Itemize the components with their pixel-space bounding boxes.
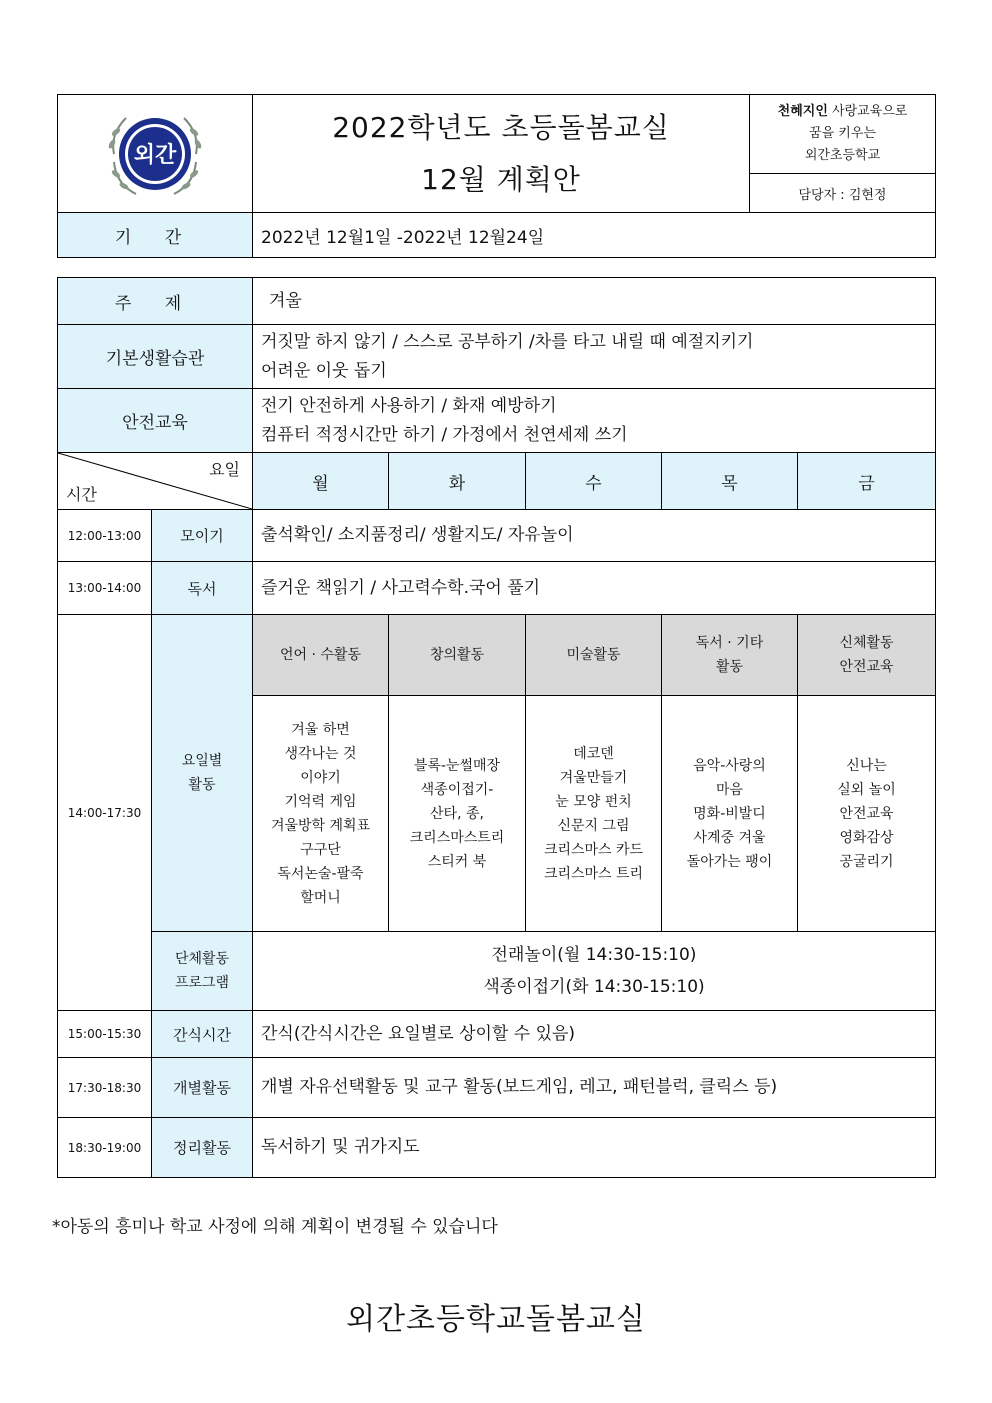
program-line: 독서논술-팔죽 — [277, 865, 364, 882]
category-thu — [662, 615, 798, 696]
content-r6: 독서하기 및 귀가지도 — [253, 1118, 936, 1178]
change-note: *아동의 흥미나 학교 사정에 의해 계획이 변경될 수 있습니다 — [52, 1217, 498, 1237]
group-label — [152, 932, 253, 1011]
habits-line-1: 거짓말 하지 않기 / 스스로 공부하기 /차를 타고 내릴 때 예절지키기 — [261, 331, 754, 352]
program-thu — [662, 696, 798, 932]
corner-header — [58, 453, 253, 510]
program-line: 산타, 종, — [430, 805, 484, 822]
day-mon: 월 — [253, 453, 389, 510]
content-r1: 출석확인/ 소지품정리/ 생활지도/ 자유놀이 — [253, 510, 936, 562]
group-label-line-1: 단체활동 — [174, 951, 230, 967]
program-line: 블록-눈썰매장 — [413, 757, 501, 774]
category-mon — [253, 615, 389, 696]
title-cell — [253, 95, 750, 213]
corner-time-label: 시간 — [66, 485, 97, 504]
safety-value — [253, 389, 936, 453]
label-r5: 개별활동 — [152, 1058, 253, 1118]
label-r4: 간식시간 — [152, 1011, 253, 1058]
safety-line-2: 컴퓨터 적정시간만 하기 / 가정에서 천연세제 쓰기 — [261, 424, 628, 445]
category-fri-line-2: 안전교육 — [839, 659, 894, 675]
day-fri: 금 — [798, 453, 936, 510]
category-fri-line-1: 신체활동 — [839, 635, 894, 651]
program-line: 크리스마스 트리 — [543, 865, 644, 882]
program-line: 할머니 — [300, 889, 341, 906]
program-line: 영화감상 — [839, 829, 894, 846]
label-r2: 독서 — [152, 562, 253, 615]
program-wed — [526, 696, 662, 932]
motto-line-2: 꿈을 키우는 — [809, 126, 876, 141]
day-wed: 수 — [526, 453, 662, 510]
habits-value — [253, 325, 936, 389]
habits-line-2: 어려운 이웃 돕기 — [261, 360, 387, 381]
program-line: 돌아가는 팽이 — [686, 853, 773, 870]
theme-value: 겨울 — [253, 278, 936, 325]
program-line: 크리스마스트리 — [409, 829, 505, 846]
program-tue — [389, 696, 526, 932]
group-line-1: 전래놀이(월 14:30-15:10) — [491, 945, 697, 965]
program-line: 실외 놀이 — [837, 781, 896, 798]
program-line: 명화-비발디 — [693, 805, 766, 822]
logo-text: 외간 — [133, 142, 177, 168]
category-thu-line-2: 활동 — [715, 659, 744, 675]
manager-cell: 담당자 : 김현정 — [750, 174, 936, 213]
habits-label: 기본생활습관 — [58, 325, 253, 389]
title-line-1: 2022학년도 초등돌봄교실 — [332, 110, 670, 144]
program-line: 안전교육 — [839, 805, 894, 822]
label-r6: 정리활동 — [152, 1118, 253, 1178]
category-wed-line-1: 미술활동 — [566, 647, 621, 663]
content-r5: 개별 자유선택활동 및 교구 활동(보드게임, 레고, 패턴블럭, 클릭스 등) — [253, 1058, 936, 1118]
period-label: 기 간 — [58, 213, 253, 258]
label-r3 — [152, 615, 253, 932]
program-line: 생각나는 것 — [284, 745, 357, 762]
category-fri — [798, 615, 936, 696]
program-line: 구구단 — [300, 841, 341, 858]
header-table — [57, 94, 936, 258]
label-r1: 모이기 — [152, 510, 253, 562]
group-line-2: 색종이접기(화 14:30-15:10) — [483, 977, 705, 997]
program-line: 겨울만들기 — [559, 769, 628, 786]
program-line: 눈 모양 펀치 — [555, 793, 632, 810]
title-line-2: 12월 계획안 — [421, 162, 581, 196]
program-line: 겨울방학 계획표 — [270, 817, 371, 834]
motto-cell — [750, 95, 936, 174]
program-line: 신나는 — [846, 757, 887, 774]
motto-line-3: 외간초등학교 — [804, 148, 881, 163]
program-line: 겨울 하면 — [291, 721, 350, 738]
program-mon — [253, 696, 389, 932]
time-r5: 17:30-18:30 — [58, 1058, 152, 1118]
corner-day-label: 요일 — [209, 460, 240, 479]
school-logo-cell — [58, 95, 253, 213]
time-r3: 14:00-17:30 — [58, 615, 152, 1011]
motto-bold: 천혜지인 — [777, 104, 828, 119]
program-line: 색종이접기- — [420, 781, 494, 798]
safety-label: 안전교육 — [58, 389, 253, 453]
content-r4: 간식(간식시간은 요일별로 상이할 수 있음) — [253, 1011, 936, 1058]
program-fri — [798, 696, 936, 932]
category-thu-line-1: 독서 · 기타 — [695, 635, 764, 651]
program-line: 데코덴 — [573, 745, 614, 762]
theme-label: 주 제 — [58, 278, 253, 325]
time-r2: 13:00-14:00 — [58, 562, 152, 615]
program-line: 마음 — [715, 781, 744, 798]
program-line: 크리스마스 카드 — [543, 841, 644, 858]
safety-line-1: 전기 안전하게 사용하기 / 화재 예방하기 — [261, 395, 557, 416]
category-wed — [526, 615, 662, 696]
program-line: 공굴리기 — [839, 853, 894, 870]
category-tue-line-1: 창의활동 — [429, 647, 485, 663]
day-tue: 화 — [389, 453, 526, 510]
time-r6: 18:30-19:00 — [58, 1118, 152, 1178]
period-value: 2022년 12월1일 -2022년 12월24일 — [253, 213, 936, 258]
group-label-line-2: 프로그램 — [174, 975, 230, 991]
program-line: 사계중 겨울 — [693, 829, 766, 846]
program-line: 이야기 — [300, 769, 341, 786]
program-line: 신문지 그림 — [557, 817, 630, 834]
program-line: 음악-사랑의 — [693, 757, 766, 774]
category-tue — [389, 615, 526, 696]
content-r2: 즐거운 책읽기 / 사고력수학.국어 풀기 — [253, 562, 936, 615]
program-line: 기억력 게임 — [284, 793, 357, 810]
label-r3-line-1: 요일별 — [181, 753, 223, 769]
program-line: 스티커 북 — [427, 853, 487, 870]
label-r3-line-2: 활동 — [188, 777, 216, 793]
group-content — [253, 932, 936, 1011]
day-thu: 목 — [662, 453, 798, 510]
time-r4: 15:00-15:30 — [58, 1011, 152, 1058]
time-r1: 12:00-13:00 — [58, 510, 152, 562]
footer-school-name: 외간초등학교돌봄교실 — [346, 1302, 646, 1337]
motto-rest: 사랑교육으로 — [827, 104, 908, 119]
plan-table — [57, 277, 936, 1178]
category-mon-line-1: 언어 · 수활동 — [280, 647, 361, 663]
school-logo-icon — [100, 104, 210, 204]
